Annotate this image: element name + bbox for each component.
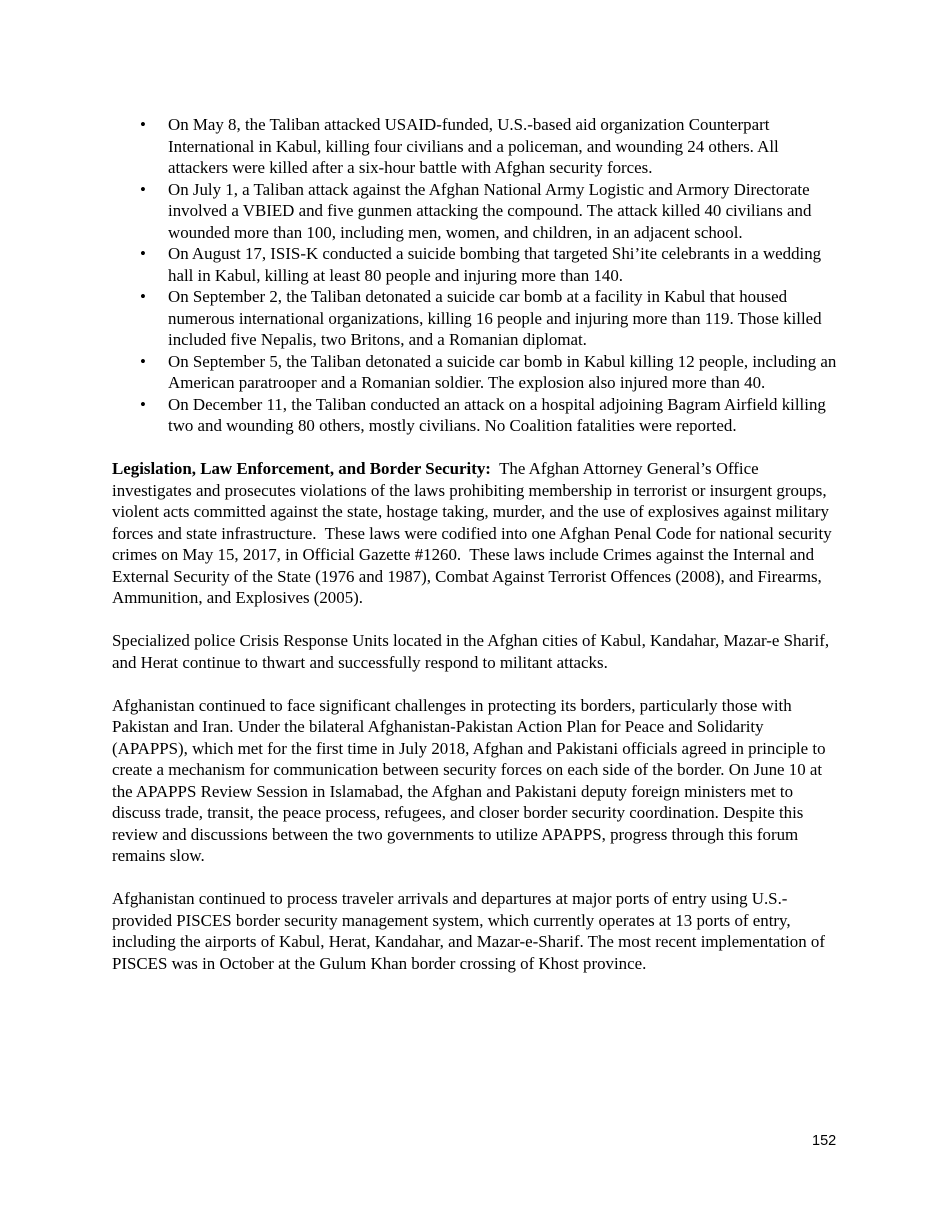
list-item-text: On September 5, the Taliban detonated a suicide car bomb in Kabul killing 12 people, including an American paratrooper and a Romanian soldier. The explosion also injured more than 40. (168, 351, 837, 392)
list-item (112, 286, 837, 351)
list-item (112, 114, 837, 179)
crisis-response-paragraph: Specialized police Crisis Response Units located in the Afghan cities of Kabul, Kandahar, Mazar-e Sharif, and Herat continue to thwart and successfully respond to militant attacks. (112, 631, 830, 672)
section-heading: Legislation, Law Enforcement, and Border Security: (112, 459, 491, 478)
legislation-body: The Afghan Attorney General’s Office investigates and prosecutes violations of the laws prohibiting membership in terrorist or insurgent groups, violent acts committed against the state, hostage taking, murder, and the use of explosives against military forces and state infrastructure. These laws were codified into one Afghan Penal Code for national security crimes on May 15, 2017, in Official Gazette #1260. These laws include Crimes against the Internal and External Security of the State (1976 and 1987), Combat Against Terrorist Offences (2008), and Firearms, Ammunition, and Explosives (2005). (112, 459, 836, 607)
list-item-text: On August 17, ISIS-K conducted a suicide bombing that targeted Shi’ite celebrants in a wedding hall in Kabul, killing at least 80 people and injuring more than 140. (168, 244, 822, 285)
list-item-text: On December 11, the Taliban conducted an attack on a hospital adjoining Bagram Airfield killing two and wounding 80 others, mostly civilians. No Coalition fatalities were reported. (168, 394, 826, 435)
list-item (112, 179, 837, 244)
attack-bullet-list (112, 114, 837, 437)
bullet-icon: • (140, 179, 146, 199)
border-challenges-paragraph: Afghanistan continued to face significant challenges in protecting its borders, particularly those with Pakistan and Iran. Under the bilateral Afghanistan-Pakistan Action Plan for Peace and Solidarity (APAPPS), which met for the first time in July 2018, Afghan and Pakistani officials agreed in principle to create a mechanism for communication between security forces on each side of the border. On June 10 at the APAPPS Review Session in Islamabad, the Afghan and Pakistani deputy foreign ministers met to discuss trade, transit, the peace process, refugees, and closer border security coordination. Despite this review and discussions between the two governments to utilize APAPPS, progress through this forum remains slow. (112, 695, 826, 865)
list-item-text: On September 2, the Taliban detonated a suicide car bomb at a facility in Kabul that housed numerous international organizations, killing 16 people and injuring more than 119. Those killed included five Nepalis, two Britons, and a Romanian diplomat. (168, 287, 822, 349)
bullet-icon: • (140, 351, 146, 371)
list-item (112, 394, 837, 437)
bullet-icon: • (140, 394, 146, 414)
bullet-icon: • (140, 115, 146, 134)
bullet-icon: • (140, 244, 146, 263)
list-item-text: On July 1, a Taliban attack against the Afghan National Army Logistic and Armory Directorate involved a VBIED and five gunmen attacking the compound. The attack killed 40 civilians and wounded more than 100, including men, women, and children, in an adjacent school. (168, 179, 812, 242)
list-item-text: On May 8, the Taliban attacked USAID-funded, U.S.-based aid organization Counterpart International in Kabul, killing four civilians and a policeman, and wounding 24 others. All attackers were killed after a six-hour battle with Afghan security forces. (168, 115, 779, 177)
document-page (112, 114, 837, 974)
bullet-icon: • (140, 287, 146, 306)
list-item (112, 243, 837, 286)
list-item (112, 351, 837, 394)
pisces-paragraph: Afghanistan continued to process traveler arrivals and departures at major ports of entry using U.S.-provided PISCES border security management system, which currently operates at 13 ports of entry, including the airports of Kabul, Herat, Kandahar, and Mazar-e-Sharif. The most recent implementation of PISCES was in October at the Gulum Khan border crossing of Khost province. (112, 889, 825, 973)
legislation-paragraph (112, 458, 837, 609)
page-number: 152 (812, 1133, 837, 1149)
